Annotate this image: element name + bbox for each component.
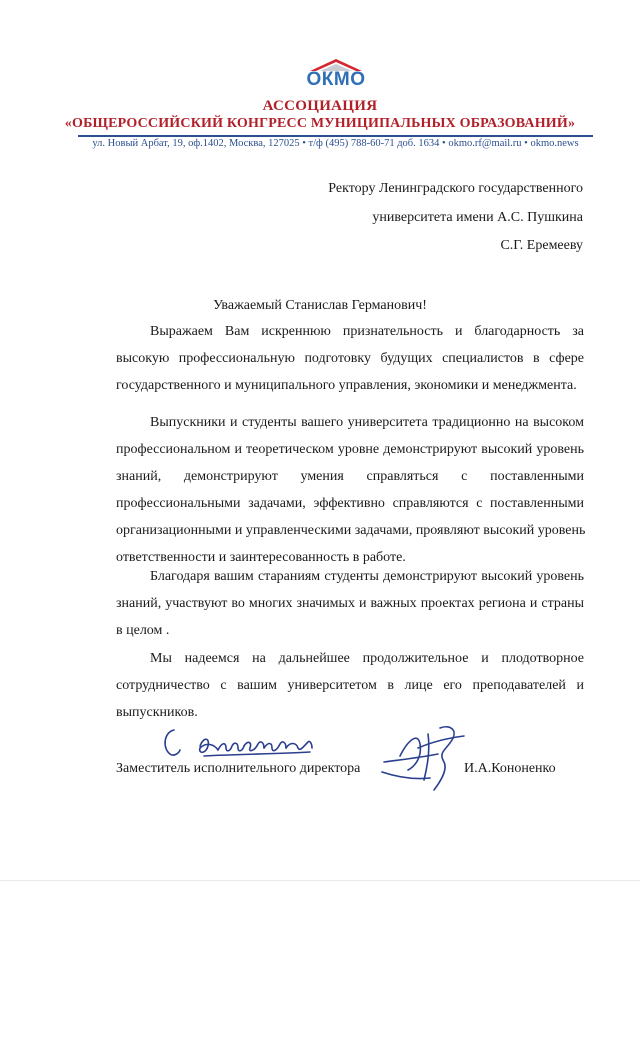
paragraph-line: Благодаря вашим стараниям студенты демонстрируют высокий уровень bbox=[150, 569, 584, 584]
paragraph-line: Выпускники и студенты вашего университета традиционно на высоком bbox=[150, 415, 584, 430]
paragraph-line: сотрудничество с вашим университетом в лице его преподавателей и bbox=[116, 678, 584, 693]
paragraph-line: организационными и управленческими задачами, проявляют высокий уровень bbox=[116, 523, 586, 538]
paragraph-line: в целом . bbox=[116, 623, 170, 638]
handwritten-regards bbox=[160, 724, 330, 764]
recipient-line-3: С.Г. Еремееву bbox=[500, 238, 583, 253]
paragraph-line: выпускников. bbox=[116, 705, 198, 720]
signer-name: И.А.Кононенко bbox=[464, 761, 556, 776]
paragraph-4 bbox=[116, 645, 584, 726]
signature bbox=[378, 722, 470, 794]
greeting: Уважаемый Станислав Германович! bbox=[213, 298, 427, 313]
signer-title: Заместитель исполнительного директора bbox=[116, 761, 361, 776]
paragraph-1 bbox=[116, 318, 584, 399]
org-type-heading: АССОЦИАЦИЯ bbox=[262, 98, 378, 114]
paragraph-line: Мы надеемся на дальнейшее продолжительное и плодотворное bbox=[150, 651, 584, 666]
paragraph-line: ответственности и заинтересованность в работе. bbox=[116, 550, 406, 565]
recipient-line-2: университета имени А.С. Пушкина bbox=[372, 210, 583, 225]
paragraph-line: Выражаем Вам искреннюю признательность и благодарность за bbox=[150, 324, 584, 339]
org-address: ул. Новый Арбат, 19, оф.1402, Москва, 127025 • т/ф (495) 788-60-71 доб. 1634 • okmo.rf@mail.ru • okmo.news bbox=[92, 138, 579, 149]
paragraph-line: государственного и муниципального управления, экономики и менеджмента. bbox=[116, 378, 577, 393]
paragraph-line: профессиональном и теоретическом уровне демонстрируют высокий уровень bbox=[116, 442, 584, 457]
org-name-heading: «ОБЩЕРОССИЙСКИЙ КОНГРЕСС МУНИЦИПАЛЬНЫХ ОБРАЗОВАНИЙ» bbox=[64, 116, 576, 131]
paragraph-2 bbox=[116, 409, 584, 571]
scan-edge-line bbox=[0, 880, 640, 881]
paragraph-line: знаний, демонстрируют умения справляться с поставленными bbox=[116, 469, 584, 484]
paragraph-line: высокую профессиональную подготовку будущих специалистов в сфере bbox=[116, 351, 584, 366]
paragraph-line: профессиональными задачами, эффективно справляются с поставленными bbox=[116, 496, 584, 511]
recipient-line-1: Ректору Ленинградского государственного bbox=[328, 181, 583, 196]
logo-text: ОКМО bbox=[306, 69, 366, 90]
header-divider bbox=[78, 135, 593, 137]
paragraph-3 bbox=[116, 563, 584, 644]
paragraph-line: знаний, участвуют во многих значимых и важных проектах региона и страны bbox=[116, 596, 584, 611]
okmo-logo bbox=[300, 58, 372, 92]
